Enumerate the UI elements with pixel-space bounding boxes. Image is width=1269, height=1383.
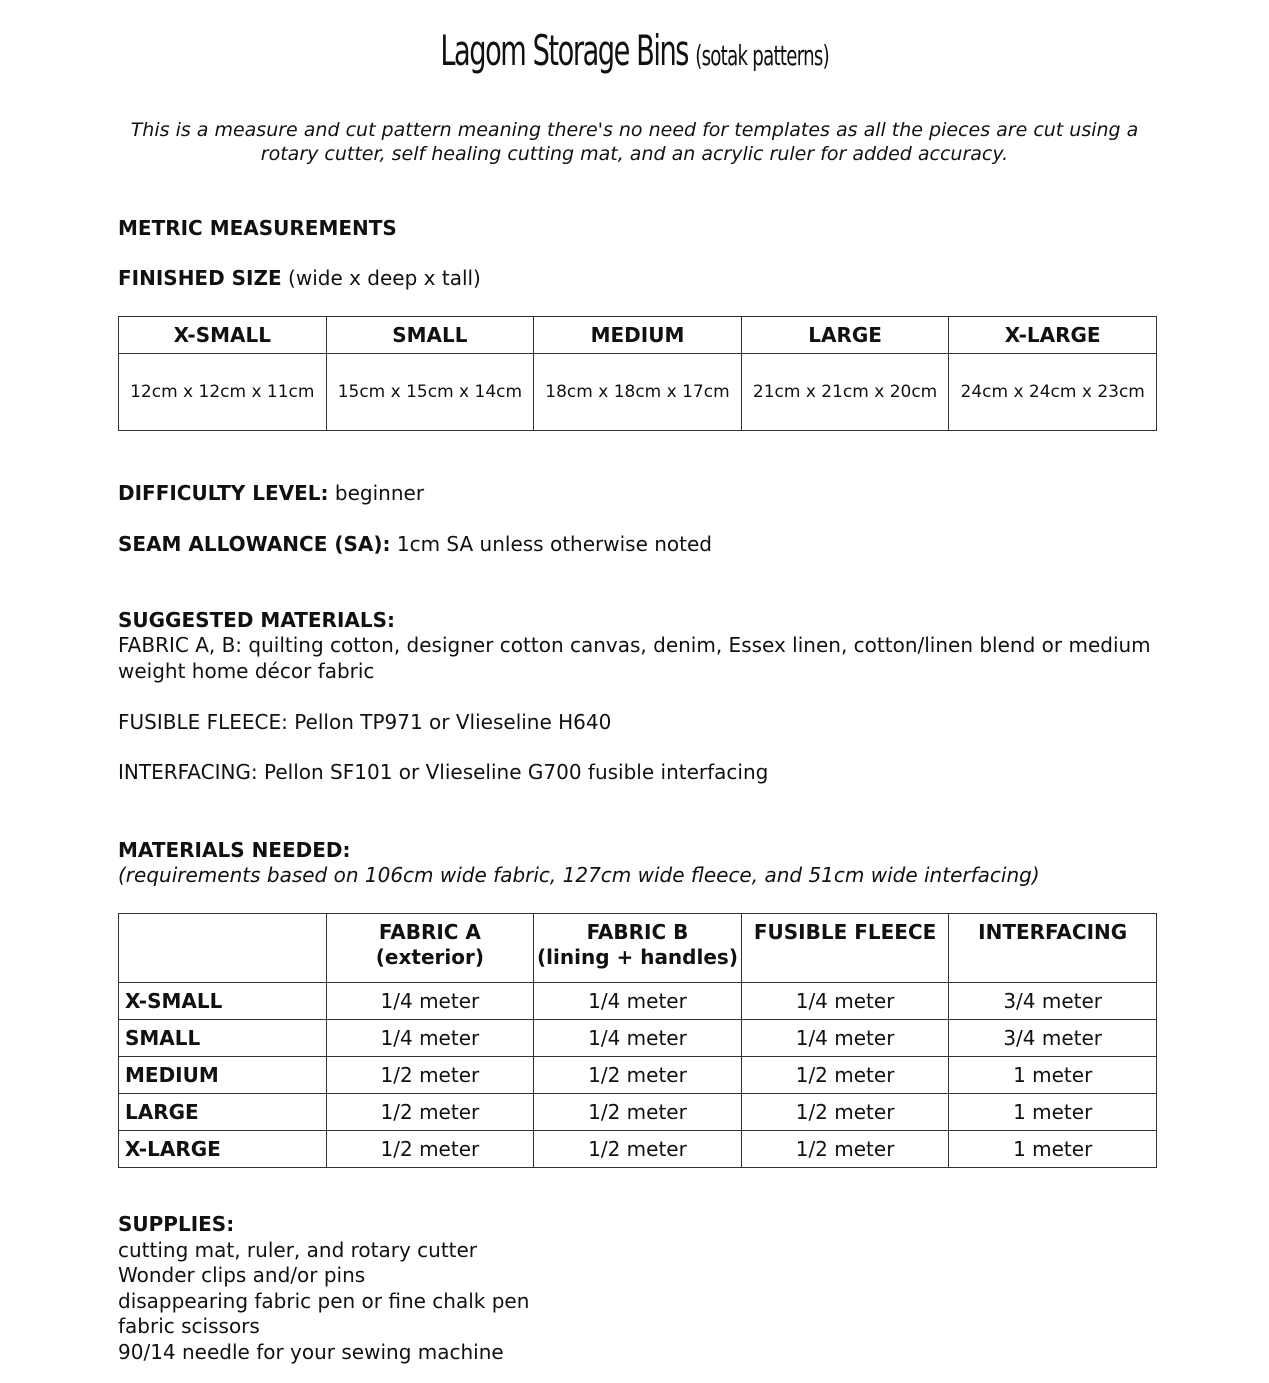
supplies-heading: SUPPLIES:: [118, 1212, 235, 1236]
row-label: MEDIUM: [119, 1057, 327, 1094]
finished-size-note: (wide x deep x tall): [288, 266, 481, 290]
table-row: [119, 1131, 1157, 1168]
table-cell: 1/4 meter: [534, 983, 742, 1020]
page-title: [178, 26, 1092, 75]
suggested-fabric-line-2: weight home décor fabric: [118, 659, 375, 683]
supply-item: cutting mat, ruler, and rotary cutter: [118, 1238, 478, 1262]
materials-header: [534, 914, 742, 983]
size-value: 15cm x 15cm x 14cm: [326, 354, 534, 431]
table-cell: 1/2 meter: [534, 1131, 742, 1168]
suggested-materials-heading: SUGGESTED MATERIALS:: [118, 608, 396, 632]
size-table-header-row: [119, 317, 1157, 354]
table-cell: 1/2 meter: [534, 1094, 742, 1131]
intro-line-2: rotary cutter, self healing cutting mat, and an acrylic ruler for added accuracy.: [260, 143, 1009, 165]
table-cell: 1/4 meter: [326, 1020, 534, 1057]
table-cell: 1/2 meter: [326, 1131, 534, 1168]
size-header: X-SMALL: [119, 317, 327, 354]
supply-item: Wonder clips and/or pins: [118, 1263, 366, 1287]
table-cell: 3/4 meter: [949, 983, 1157, 1020]
header-line: FABRIC A: [378, 920, 481, 944]
table-row: [119, 1057, 1157, 1094]
size-value: 12cm x 12cm x 11cm: [119, 354, 327, 431]
size-table-value-row: [119, 354, 1157, 431]
row-label: X-LARGE: [119, 1131, 327, 1168]
materials-needed-note: (requirements based on 106cm wide fabric, 127cm wide fleece, and 51cm wide interfacing): [118, 863, 1040, 887]
metric-heading: METRIC MEASUREMENTS: [118, 216, 397, 240]
seam-value: 1cm SA unless otherwise noted: [396, 532, 712, 556]
difficulty-value: beginner: [334, 481, 425, 505]
table-cell: 1 meter: [949, 1094, 1157, 1131]
header-subline: (exterior): [375, 945, 484, 969]
table-cell: 1/2 meter: [741, 1057, 949, 1094]
title-main: Lagom Storage Bins: [440, 26, 689, 75]
materials-header: [741, 914, 949, 983]
table-cell: 1/4 meter: [534, 1020, 742, 1057]
header-line: FUSIBLE FLEECE: [753, 920, 937, 944]
materials-needed-heading: MATERIALS NEEDED:: [118, 838, 351, 862]
suggested-fleece: FUSIBLE FLEECE: Pellon TP971 or Vlieseline H640: [118, 710, 612, 734]
table-row: [119, 1020, 1157, 1057]
supply-item: 90/14 needle for your sewing machine: [118, 1340, 504, 1364]
seam-label: SEAM ALLOWANCE (SA):: [118, 532, 391, 556]
table-cell: 1/2 meter: [534, 1057, 742, 1094]
materials-header: [326, 914, 534, 983]
header-line: FABRIC B: [586, 920, 689, 944]
header-subline: (lining + handles): [537, 945, 738, 969]
difficulty-label: DIFFICULTY LEVEL:: [118, 481, 329, 505]
row-label: X-SMALL: [119, 983, 327, 1020]
table-cell: 1/4 meter: [741, 1020, 949, 1057]
table-cell: 1/2 meter: [741, 1131, 949, 1168]
suggested-interfacing: INTERFACING: Pellon SF101 or Vlieseline G700 fusible interfacing: [118, 760, 769, 784]
size-header: SMALL: [326, 317, 534, 354]
row-label: LARGE: [119, 1094, 327, 1131]
size-header: LARGE: [741, 317, 949, 354]
size-header: MEDIUM: [534, 317, 742, 354]
table-cell: 1 meter: [949, 1131, 1157, 1168]
size-value: 18cm x 18cm x 17cm: [534, 354, 742, 431]
table-cell: 1/2 meter: [741, 1094, 949, 1131]
table-row: [119, 1094, 1157, 1131]
size-value: 21cm x 21cm x 20cm: [741, 354, 949, 431]
materials-header-row: [119, 914, 1157, 983]
difficulty-level: [118, 480, 424, 506]
table-cell: 1/4 meter: [741, 983, 949, 1020]
intro-line-1: This is a measure and cut pattern meaning there's no need for templates as all the pieces are cut using a: [130, 119, 1139, 141]
table-row: [119, 983, 1157, 1020]
table-cell: 1 meter: [949, 1057, 1157, 1094]
size-header: X-LARGE: [949, 317, 1157, 354]
materials-table: [118, 913, 1157, 1168]
finished-size-label: FINISHED SIZE: [118, 266, 282, 290]
title-sub: (sotak patterns): [695, 39, 829, 72]
table-cell: 1/4 meter: [326, 983, 534, 1020]
materials-header: [949, 914, 1157, 983]
intro-text: [100, 118, 1169, 166]
table-cell: 1/2 meter: [326, 1057, 534, 1094]
seam-allowance: [118, 531, 712, 557]
finished-size-table: [118, 316, 1157, 431]
supply-item: fabric scissors: [118, 1314, 260, 1338]
suggested-fabric-line-1: FABRIC A, B: quilting cotton, designer cotton canvas, denim, Essex linen, cotton/linen blend or medium: [118, 633, 1151, 657]
size-value: 24cm x 24cm x 23cm: [949, 354, 1157, 431]
row-label: SMALL: [119, 1020, 327, 1057]
finished-size: [118, 265, 481, 291]
header-line: INTERFACING: [978, 920, 1128, 944]
supply-item: disappearing fabric pen or fine chalk pen: [118, 1289, 530, 1313]
table-cell: 1/2 meter: [326, 1094, 534, 1131]
table-cell: 3/4 meter: [949, 1020, 1157, 1057]
materials-header-blank: [119, 914, 327, 983]
